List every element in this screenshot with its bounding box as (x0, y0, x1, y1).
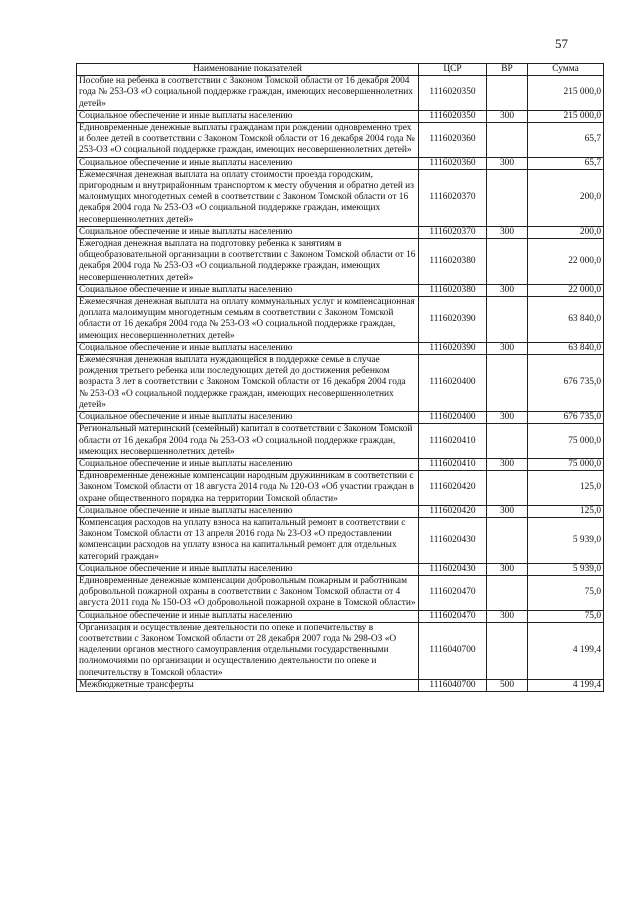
budget-table (76, 63, 604, 692)
cell-sum: 65,7 (528, 123, 604, 158)
cell-name: Ежемесячная денежная выплата на оплату стоимости проезда городским, пригородным и внутрирайонным транспортом к месту обучения и обратно детей из малоимущих многодетных семей в соответствии с Законом Томской области от 16 декабря 2004 года № 253-ОЗ «О социальной поддержке граждан, имеющих несовершеннолетних детей» (77, 169, 419, 226)
cell-vr (487, 76, 528, 111)
cell-csr: 1116020350 (419, 110, 487, 122)
cell-csr: 1116020380 (419, 284, 487, 296)
cell-vr: 300 (487, 458, 528, 470)
cell-vr: 300 (487, 610, 528, 622)
cell-sum: 125,0 (528, 471, 604, 506)
table-row (77, 471, 604, 506)
cell-name: Социальное обеспечение и иные выплаты населению (77, 505, 419, 517)
cell-name: Социальное обеспечение и иные выплаты населению (77, 157, 419, 169)
cell-sum: 125,0 (528, 505, 604, 517)
table-row (77, 342, 604, 354)
cell-vr: 300 (487, 284, 528, 296)
cell-sum: 215 000,0 (528, 76, 604, 111)
header-sum: Сумма (528, 64, 604, 76)
cell-csr: 1116020470 (419, 575, 487, 610)
cell-csr: 1116020370 (419, 169, 487, 226)
cell-csr: 1116040700 (419, 679, 487, 691)
table-row (77, 239, 604, 285)
cell-name: Единовременные денежные выплаты гражданам при рождении одновременно трех и более детей в соответствии с Законом Томской области от 16 декабря 2004 года № 253-ОЗ «О социальной поддержке граждан, имеющих несовершеннолетних детей» (77, 123, 419, 158)
cell-name: Ежемесячная денежная выплата на оплату коммунальных услуг и компенсационная доплата малоимущим многодетным семьям в соответствии с Законом Томской области от 16 декабря 2004 года № 253-ОЗ «О социальной поддержке граждан, имеющих несовершеннолетних детей» (77, 297, 419, 343)
table-row (77, 679, 604, 691)
cell-sum: 4 199,4 (528, 679, 604, 691)
cell-vr: 300 (487, 412, 528, 424)
cell-vr: 300 (487, 342, 528, 354)
cell-sum: 75,0 (528, 575, 604, 610)
cell-vr: 300 (487, 157, 528, 169)
cell-name: Социальное обеспечение и иные выплаты населению (77, 412, 419, 424)
cell-sum: 200,0 (528, 169, 604, 226)
cell-name: Региональный материнский (семейный) капитал в соответствии с Законом Томской области от 16 декабря 2004 года № 253-ОЗ «О социальной поддержке граждан, имеющих несовершеннолетних детей» (77, 424, 419, 459)
cell-csr: 1116020470 (419, 610, 487, 622)
cell-vr (487, 123, 528, 158)
cell-name: Пособие на ребенка в соответствии с Законом Томской области от 16 декабря 2004 года № 253-ОЗ «О социальной поддержке граждан, имеющих несовершеннолетних детей» (77, 76, 419, 111)
header-name: Наименование показателей (77, 64, 419, 76)
cell-name: Социальное обеспечение и иные выплаты населению (77, 284, 419, 296)
table-row (77, 563, 604, 575)
cell-csr: 1116020390 (419, 297, 487, 343)
cell-vr (487, 239, 528, 285)
cell-csr: 1116020360 (419, 123, 487, 158)
table-row (77, 355, 604, 412)
cell-csr: 1116020360 (419, 157, 487, 169)
cell-name: Единовременные денежные компенсации добровольным пожарным и работникам добровольной пожарной охраны в соответствии с Законом Томской области от 4 августа 2011 года № 150-ОЗ «О добровольной пожарной охране в Томской области» (77, 575, 419, 610)
table-row (77, 517, 604, 563)
table-row (77, 610, 604, 622)
cell-csr: 1116020380 (419, 239, 487, 285)
cell-csr: 1116020410 (419, 424, 487, 459)
cell-vr (487, 297, 528, 343)
cell-sum: 676 735,0 (528, 355, 604, 412)
cell-name: Организация и осуществление деятельности по опеке и попечительству в соответствии с Законом Томской области от 28 декабря 2007 года № 298-ОЗ «О наделении органов местного самоуправления отдельными государственными полномочиями по организации и осуществлению деятельности по опеке и попечительству в Томской области» (77, 622, 419, 679)
cell-vr (487, 424, 528, 459)
cell-vr (487, 471, 528, 506)
cell-sum: 22 000,0 (528, 239, 604, 285)
table-header-row (77, 64, 604, 76)
cell-csr: 1116020400 (419, 355, 487, 412)
table-row (77, 297, 604, 343)
cell-vr (487, 622, 528, 679)
cell-csr: 1116020420 (419, 505, 487, 517)
cell-vr: 300 (487, 505, 528, 517)
cell-csr: 1116020390 (419, 342, 487, 354)
table-row (77, 226, 604, 238)
table-row (77, 169, 604, 226)
cell-vr: 500 (487, 679, 528, 691)
cell-csr: 1116020400 (419, 412, 487, 424)
cell-name: Социальное обеспечение и иные выплаты населению (77, 563, 419, 575)
cell-csr: 1116020350 (419, 76, 487, 111)
cell-sum: 75 000,0 (528, 458, 604, 470)
cell-sum: 4 199,4 (528, 622, 604, 679)
cell-name: Социальное обеспечение и иные выплаты населению (77, 458, 419, 470)
cell-sum: 75,0 (528, 610, 604, 622)
cell-sum: 5 939,0 (528, 517, 604, 563)
cell-csr: 1116040700 (419, 622, 487, 679)
header-csr: ЦСР (419, 64, 487, 76)
cell-vr: 300 (487, 110, 528, 122)
table-row (77, 76, 604, 111)
cell-vr: 300 (487, 563, 528, 575)
cell-name: Социальное обеспечение и иные выплаты населению (77, 610, 419, 622)
cell-csr: 1116020430 (419, 517, 487, 563)
cell-sum: 676 735,0 (528, 412, 604, 424)
cell-csr: 1116020370 (419, 226, 487, 238)
cell-vr (487, 517, 528, 563)
cell-vr: 300 (487, 226, 528, 238)
cell-sum: 65,7 (528, 157, 604, 169)
cell-sum: 22 000,0 (528, 284, 604, 296)
table-row (77, 424, 604, 459)
cell-name: Социальное обеспечение и иные выплаты населению (77, 226, 419, 238)
cell-name: Ежемесячная денежная выплата нуждающейся в поддержке семье в случае рождения третьего ребенка или последующих детей до достижения ребенком возраста 3 лет в соответствии с Законом Томской области от 16 декабря 2004 года № 253-ОЗ «О социальной поддержке граждан, имеющих несовершеннолетних детей» (77, 355, 419, 412)
cell-vr (487, 355, 528, 412)
cell-sum: 5 939,0 (528, 563, 604, 575)
cell-name: Единовременные денежные компенсации народным дружинникам в соответствии с Законом Томской области от 18 августа 2014 года № 120-ОЗ «Об участии граждан в охране общественного порядка на территории Томской области» (77, 471, 419, 506)
cell-csr: 1116020430 (419, 563, 487, 575)
table-row (77, 284, 604, 296)
cell-sum: 215 000,0 (528, 110, 604, 122)
table-row (77, 123, 604, 158)
table-row (77, 458, 604, 470)
table-row (77, 110, 604, 122)
cell-name: Компенсация расходов на уплату взноса на капитальный ремонт в соответствии с Законом Томской области от 13 апреля 2016 года № 23-ОЗ «О предоставлении компенсации расходов на уплату взноса на капитальный ремонт для отдельных категорий граждан» (77, 517, 419, 563)
cell-vr (487, 575, 528, 610)
cell-sum: 75 000,0 (528, 424, 604, 459)
cell-vr (487, 169, 528, 226)
cell-name: Ежегодная денежная выплата на подготовку ребенка к занятиям в общеобразовательной организации в соответствии с Законом Томской области от 16 декабря 2004 года № 253-ОЗ «О социальной поддержке граждан, имеющих несовершеннолетних детей» (77, 239, 419, 285)
table-row (77, 575, 604, 610)
cell-csr: 1116020410 (419, 458, 487, 470)
table-row (77, 412, 604, 424)
cell-name: Социальное обеспечение и иные выплаты населению (77, 342, 419, 354)
cell-sum: 63 840,0 (528, 297, 604, 343)
cell-name: Социальное обеспечение и иные выплаты населению (77, 110, 419, 122)
cell-sum: 200,0 (528, 226, 604, 238)
cell-csr: 1116020420 (419, 471, 487, 506)
table-row (77, 157, 604, 169)
page-number: 57 (555, 36, 568, 51)
table-row (77, 622, 604, 679)
table-row (77, 505, 604, 517)
cell-name: Межбюджетные трансферты (77, 679, 419, 691)
cell-sum: 63 840,0 (528, 342, 604, 354)
header-vr: ВР (487, 64, 528, 76)
